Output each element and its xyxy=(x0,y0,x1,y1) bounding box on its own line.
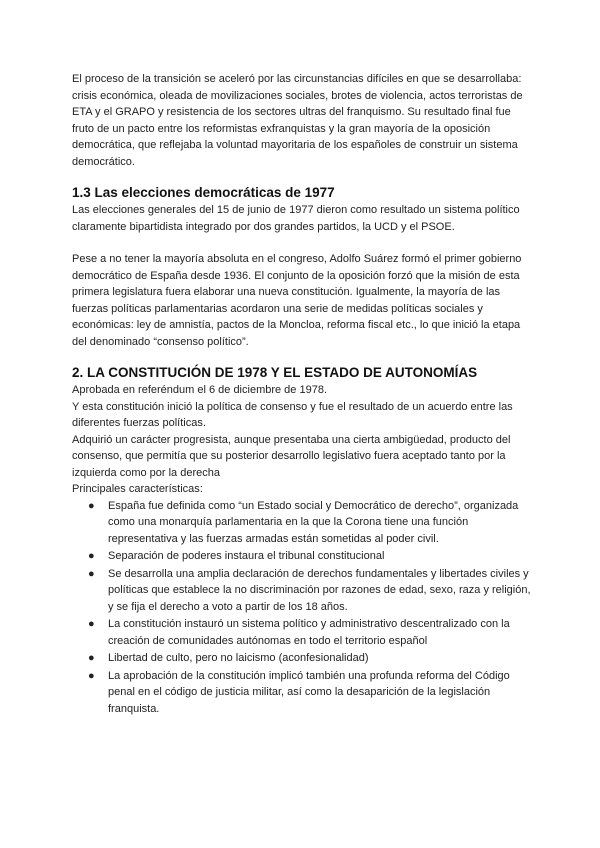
progressive-character-line: Adquirió un carácter progresista, aunque presentaba una cierta ambigüedad, producto del consenso, que permitía que su posterior desarrollo legislativo fuera aceptado tanto por la izquierda como por la derecha xyxy=(72,433,511,479)
elections-paragraph: Las elecciones generales del 15 de junio de 1977 dieron como resultado un sistema político claramente bipartidista integrado por dos grandes partidos, la UCD y el PSOE. xyxy=(72,204,520,233)
list-item-text: La aprobación de la constitución implicó también una profunda reforma del Código penal en el código de justicia militar, así como la desaparición de la legislación franquista. xyxy=(108,669,510,715)
list-item xyxy=(88,548,532,565)
section-1-3-heading: 1.3 Las elecciones democráticas de 1977 xyxy=(72,185,335,200)
paragraph-spacer xyxy=(72,235,532,251)
list-item-text: Se desarrolla una amplia declaración de derechos fundamentales y libertades civiles y políticas que establece la no discriminación por razones de edad, sexo, raza y religión, y se fija el derecho a voto a partir de los 18 años. xyxy=(108,567,531,613)
list-item-text: La constitución instauró un sistema político y administrativo descentralizado con la creación de comunidades autónomas en todo el territorio español xyxy=(108,618,510,647)
bullet-icon: ● xyxy=(88,669,95,682)
list-item xyxy=(88,650,532,667)
list-item-text: Libertad de culto, pero no laicismo (aconfesionalidad) xyxy=(108,652,369,664)
referendum-line: Aprobada en referéndum el 6 de diciembre de 1978. xyxy=(72,384,328,396)
section-2-heading: 2. LA CONSTITUCIÓN DE 1978 Y EL ESTADO DE AUTONOMÍAS xyxy=(72,365,478,380)
consensus-line: Y esta constitución inició la política de consenso y fue el resultado de un acuerdo entre las diferentes fuerzas políticas. xyxy=(72,400,513,429)
intro-paragraph: El proceso de la transición se aceleró por las circunstancias difíciles en que se desarrollaba: crisis económica, oleada de movilizaciones sociales, brotes de violencia, actos terroristas de ETA y el GRAPO y resistencia de los sectores ultras del franquismo. Su resultado final fue fruto de un pacto entre los reformistas exfranquistas y la gran mayoría de la oposición democrática, que reflejaba la voluntad mayoritaria de los españoles de construir un sistema democrático. xyxy=(72,73,523,168)
list-item xyxy=(88,616,532,649)
document-page xyxy=(72,71,532,718)
bullet-icon: ● xyxy=(88,550,95,562)
list-item-text: Separación de poderes instaura el tribunal constitucional xyxy=(108,550,385,562)
bullet-icon: ● xyxy=(88,618,95,630)
bullet-icon: ● xyxy=(88,499,95,512)
bullet-icon: ● xyxy=(88,567,95,580)
features-list xyxy=(72,498,532,718)
bullet-icon: ● xyxy=(88,652,95,664)
list-item-text: España fue definida como “un Estado social y Democrático de derecho”, organizada como una monarquía parlamentaria en la que la Corona tiene una función representativa y las fuerzas armadas están sometidas al poder civil. xyxy=(108,499,519,545)
list-item xyxy=(88,668,532,718)
list-item xyxy=(88,498,532,548)
suarez-government-paragraph: Pese a no tener la mayoría absoluta en el congreso, Adolfo Suárez formó el primer gobierno democrático de España desde 1936. El conjunto de la oposición forzó que la misión de esta primera legislatura fuera elaborar una nueva constitución. Igualmente, la mayoría de las fuerzas políticas parlamentarias acordaron una serie de medidas políticas sociales y económicas: ley de amnistía, pactos de la Moncloa, reforma fiscal etc., lo que inició la etapa del denominado “consenso político”. xyxy=(72,253,522,348)
features-label: Principales características: xyxy=(72,483,203,495)
list-item xyxy=(88,566,532,616)
